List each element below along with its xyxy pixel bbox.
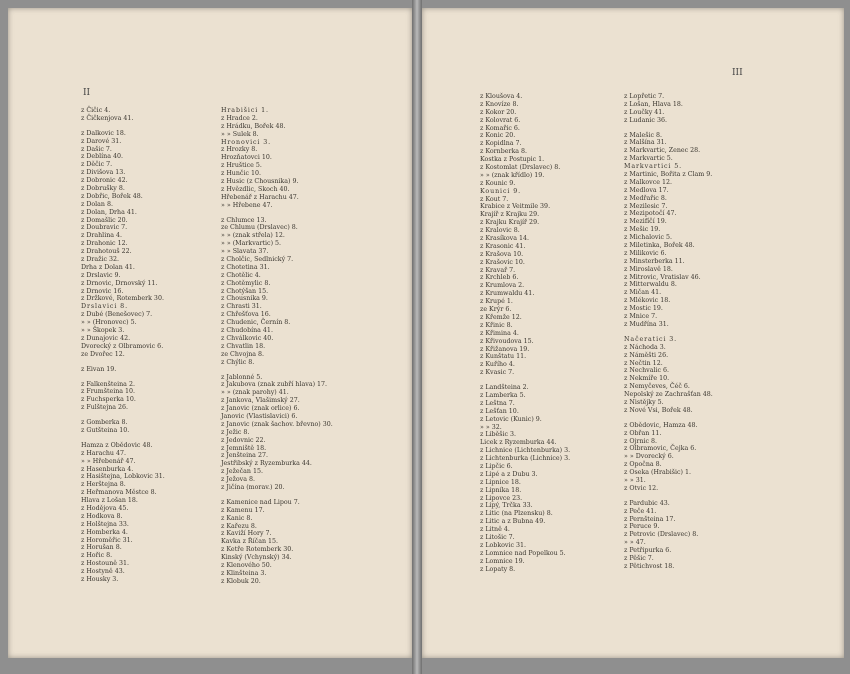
index-entry: z Mostic 19.	[624, 305, 663, 313]
index-entry: z Lipé a z Dubu 3.	[480, 470, 538, 478]
index-entry: z Hasištejna, Lobkovic 31.	[81, 473, 165, 481]
index-entry: z Malkovce 12.	[624, 178, 672, 186]
index-entry: Krabice z Veitmile 39.	[480, 203, 551, 211]
index-entry: z Mudřína 31.	[624, 320, 669, 328]
index-entry: z Jakubova (znak zubří hlava) 17.	[221, 381, 328, 389]
index-entry: z Falkenšteina 2.	[81, 380, 135, 388]
index-entry: » » (Hronovec) 5.	[81, 319, 137, 327]
index-column-3	[480, 93, 570, 573]
index-entry: z Janovic (znak orlice) 6.	[221, 405, 300, 413]
index-entry: z Chýlic 8.	[221, 358, 255, 366]
index-entry: z Mnice 7.	[624, 313, 658, 321]
index-entry: » » Sulek 8.	[221, 130, 259, 138]
index-entry: z Hrozky 8.	[221, 146, 258, 154]
index-entry: z Lipovce 23.	[480, 494, 523, 502]
index-entry: z Drahlina 4.	[81, 232, 123, 240]
index-entry: z Dobrušky 8.	[81, 185, 125, 193]
index-entry: Hrabišici 1.	[221, 107, 269, 114]
index-entry: Janovic (Vlastislavici) 6.	[221, 412, 298, 420]
index-entry: z Jedovnic 22.	[221, 436, 266, 444]
index-entry: » » Škopek 3.	[81, 327, 125, 335]
index-entry: z Čičkenjova 41.	[81, 114, 134, 122]
index-entry: Nepolský ze Zachrašťan 48.	[624, 391, 713, 399]
index-entry: z Cholčic, Sedlnický 7.	[221, 256, 294, 264]
index-entry: z Homberka 4.	[81, 528, 128, 536]
index-entry: z Hradce 2.	[221, 114, 258, 122]
index-entry: z Hostouně 31.	[81, 560, 130, 568]
index-entry: z Gutšteina 10.	[81, 426, 130, 434]
index-entry: z Kolovrat 6.	[480, 116, 521, 124]
index-entry: z Chválkovic 40.	[221, 334, 274, 342]
index-entry: z Krasíkova 14.	[480, 235, 529, 243]
index-entry: Drslavici 8.	[81, 303, 128, 311]
index-entry: z Komařic 6.	[480, 124, 520, 132]
index-entry: z Kravař 7.	[480, 266, 516, 274]
index-entry: z Kounic 9.	[480, 179, 516, 187]
index-entry: Hlava z Lošan 18.	[81, 497, 138, 505]
index-entry: z Mezifíčí 19.	[624, 218, 667, 226]
index-entry: z Leštna 7.	[480, 399, 515, 407]
index-entry: » » 31.	[624, 476, 646, 484]
index-entry: Kinský (Vchynský) 34.	[221, 554, 292, 562]
index-entry: z Markvartic 5.	[624, 155, 673, 163]
index-entry: ze Krýr 6.	[480, 306, 512, 314]
index-entry: z Medlova 17.	[624, 186, 669, 194]
index-entry: z Chudobína 41.	[221, 327, 273, 335]
index-entry: z Ježic 8.	[221, 428, 250, 436]
index-entry: z Liběšic 3.	[480, 431, 517, 439]
index-entry: ze Chlumu (Drslavec) 8.	[221, 224, 298, 232]
index-entry: z Minsterberka 11.	[624, 257, 685, 265]
index-entry: z Heřmanova Městce 8.	[81, 489, 157, 497]
index-entry: z Lipnice 18.	[480, 478, 521, 486]
index-entry: z Lamberka 5.	[480, 391, 526, 399]
index-entry: z Mitrovic, Vratislav 46.	[624, 273, 701, 281]
index-entry: » » (znak střela) 12.	[221, 232, 285, 240]
index-entry: z Litic a z Bubna 49.	[480, 518, 546, 526]
index-entry: z Krchleb 6.	[480, 274, 519, 282]
index-entry: z Chotělic 4.	[221, 271, 261, 279]
index-entry: z Lobkovic 31.	[480, 541, 527, 549]
index-entry: » » 32.	[480, 423, 502, 431]
index-entry: z Gomberka 8.	[81, 419, 128, 427]
index-entry: z Krašova 10.	[480, 250, 524, 258]
index-entry: z Pěšic 7.	[624, 554, 654, 562]
index-entry: z Domašlic 20.	[81, 216, 128, 224]
index-entry: z Ojrnic 8.	[624, 437, 658, 445]
index-entry: z Kamenice nad Lipou 7.	[221, 498, 300, 506]
index-entry: z Divišova 13.	[81, 169, 126, 177]
index-entry: z Držkové, Rotemberk 30.	[81, 295, 164, 303]
index-entry: Kavka z Říčan 15.	[221, 538, 279, 546]
index-entry: z Letovic (Kunic) 9.	[480, 415, 542, 423]
index-entry: z Frumšteina 10.	[81, 388, 136, 396]
index-entry: z Náměšti 26.	[624, 351, 669, 359]
index-entry: Hrozňatovci 10.	[221, 154, 272, 162]
index-entry: z Jankova, Vlašimský 27.	[221, 397, 300, 405]
index-entry: z Opočna 8.	[624, 461, 662, 469]
page-number-left: II	[83, 88, 91, 98]
index-entry: z Fulštejna 26.	[81, 404, 129, 412]
index-entry: z Kařezu 8.	[221, 522, 257, 530]
index-entry: z Pětichvost 18.	[624, 562, 675, 570]
index-entry: z Petrovic (Drslavec) 8.	[624, 531, 699, 539]
index-entry: z Křimina 4.	[480, 329, 519, 337]
entry-gap	[624, 125, 713, 132]
index-entry: » » (Markvartic) 5.	[221, 240, 282, 248]
index-entry: z Hruštice 5.	[221, 162, 262, 170]
index-entry: z Jičína (morav.) 20.	[221, 483, 285, 491]
entry-gap	[624, 415, 713, 422]
index-entry: z Nečtin 12.	[624, 359, 663, 367]
index-entry: z Pardubic 43.	[624, 499, 670, 507]
index-entry: Jestřibský z Ryzemburka 44.	[221, 460, 312, 468]
index-column-4	[624, 93, 713, 571]
entry-gap	[221, 210, 333, 217]
index-entry: z Mitterwaldu 8.	[624, 281, 677, 289]
index-entry: z Drslavic 9.	[81, 271, 121, 279]
index-entry: z Kanic 8.	[221, 514, 253, 522]
index-entry: » » Hřebenář 47.	[81, 457, 136, 465]
index-entry: z Drahotouš 22.	[81, 248, 132, 256]
index-entry: z Chudenic, Černín 8.	[221, 319, 291, 327]
index-entry: z Konic 20.	[480, 132, 516, 140]
index-entry: z Lichtenburka (Lichnice) 3.	[480, 455, 571, 463]
index-entry: » » (znak křídlo) 19.	[480, 171, 545, 179]
index-entry: z Chotýšan 15.	[221, 287, 269, 295]
index-entry: z Darové 31.	[81, 137, 122, 145]
entry-gap	[81, 123, 165, 130]
entry-gap	[221, 367, 333, 374]
index-entry: z Litošic 7.	[480, 533, 515, 541]
index-entry: z Dražic 32.	[81, 256, 120, 264]
index-entry: z Lichnice (Lichtenburka) 3.	[480, 447, 571, 455]
index-entry: z Martinic, Bořita z Clam 9.	[624, 171, 713, 179]
index-entry: z Malšína 31.	[624, 139, 667, 147]
index-entry: z Nekmíře 10.	[624, 375, 670, 383]
index-entry: z Petřipurka 6.	[624, 547, 672, 555]
index-entry: z Mešic 19.	[624, 226, 661, 234]
entry-gap	[221, 492, 333, 499]
index-entry: z Jablonné 5.	[221, 373, 263, 381]
index-entry: z Holštejna 33.	[81, 520, 129, 528]
entry-gap	[624, 493, 713, 500]
index-entry: z Mlékovic 18.	[624, 297, 671, 305]
index-entry: z Hodkova 8.	[81, 512, 123, 520]
index-entry: z Hostyně 43.	[81, 568, 125, 576]
index-entry: z Nové Vsi, Bořek 48.	[624, 406, 693, 414]
index-entry: z Litně 4.	[480, 526, 510, 534]
index-entry: z Kralovic 8.	[480, 227, 520, 235]
entry-gap	[81, 435, 165, 442]
index-entry: Hronovici 3.	[221, 138, 272, 146]
index-entry: z Náchoda 3.	[624, 343, 666, 351]
index-entry: z Michalovic 5.	[624, 234, 673, 242]
index-entry: z Nechvalic 6.	[624, 367, 670, 375]
index-entry: z Hasenburka 4.	[81, 465, 134, 473]
index-entry: z Lešťan 10.	[480, 407, 519, 415]
index-entry: z Horušan 8.	[81, 544, 122, 552]
index-entry: » » Dvorecký 6.	[624, 453, 674, 461]
index-entry: z Jenšteina 27.	[221, 452, 268, 460]
index-entry: z Křemže 12.	[480, 313, 522, 321]
index-entry: z Lopřetic 7.	[624, 93, 665, 100]
index-entry: z Medřařic 8.	[624, 194, 667, 202]
index-entry: ze Chvojna 8.	[221, 350, 265, 358]
index-entry: z Kopidlna 7.	[480, 140, 522, 148]
index-entry: z Deblína 40.	[81, 153, 123, 161]
index-entry: z Krašovic 10.	[480, 258, 525, 266]
index-entry: z Děčic 7.	[81, 161, 113, 169]
index-entry: z Nemyčeves, Čéč 6.	[624, 383, 690, 391]
index-entry: ze Dvořec 12.	[81, 350, 125, 358]
index-entry: z Janovic (znak šachov. břevno) 30.	[221, 420, 333, 428]
index-entry: z Mezilesic 7.	[624, 202, 668, 210]
index-entry: z Krumlova 2.	[480, 282, 525, 290]
entry-gap	[480, 377, 570, 384]
index-entry: z Čičic 4.	[81, 107, 111, 114]
index-entry: z Peruce 9.	[624, 523, 660, 531]
index-entry: z Chlumce 13.	[221, 216, 267, 224]
index-entry: z Lipčic 6.	[480, 462, 513, 470]
index-entry: z Lošan, Hlava 18.	[624, 100, 683, 108]
index-entry: z Husic (z Chousnika) 9.	[221, 178, 299, 186]
index-entry: Hamza z Obědovic 48.	[81, 441, 153, 449]
index-entry: z Krumwaldu 41.	[480, 290, 535, 298]
index-entry: z Chotěmylic 8.	[221, 279, 271, 287]
index-entry: z Hvězdlic, Skoch 40.	[221, 185, 290, 193]
index-entry: Markvartici 5.	[624, 163, 683, 171]
index-entry: z Milikovic 6.	[624, 249, 667, 257]
index-entry: z Malešic 8.	[624, 131, 663, 139]
index-entry: z Fuchsperka 10.	[81, 396, 136, 404]
index-entry: z Peče 41.	[624, 507, 657, 515]
index-entry: z Kornberka 8.	[480, 148, 528, 156]
right-page	[422, 8, 844, 658]
index-entry: Hřebenář z Harachu 47.	[221, 193, 299, 201]
index-entry: Načeratici 3.	[624, 335, 678, 343]
index-entry: z Pernšteina 17.	[624, 515, 676, 523]
index-entry: z Kloušova 4.	[480, 93, 523, 100]
index-entry: z Hodějova 45.	[81, 504, 129, 512]
index-entry: z Chotetina 31.	[221, 263, 270, 271]
index-entry: z Hořic 8.	[81, 552, 113, 560]
index-entry: z Oseka (Hrabišic) 1.	[624, 469, 692, 477]
index-entry: z Hunčic 10.	[221, 170, 262, 178]
index-entry: z Mičan 41.	[624, 289, 662, 297]
index-entry: z Lopaty 8.	[480, 565, 516, 573]
index-entry: z Obřan 11.	[624, 429, 662, 437]
index-entry: z Drahonic 12.	[81, 240, 128, 248]
index-entry: z Krajku Krajíř 29.	[480, 219, 540, 227]
index-entry: z Kuřího 4.	[480, 361, 515, 369]
index-entry: z Miletinka, Bořek 48.	[624, 242, 695, 250]
index-entry: z Drnovic 16.	[81, 287, 124, 295]
index-entry: z Dobronic 42.	[81, 177, 128, 185]
index-entry: Licek z Ryzemburka 44.	[480, 439, 557, 447]
index-column-2	[221, 107, 333, 586]
index-entry: z Harachu 47.	[81, 449, 126, 457]
index-entry: z Hrádku, Bořek 48.	[221, 122, 286, 130]
index-entry: z Lomnice 19.	[480, 557, 525, 565]
index-entry: z Herštejna 8.	[81, 481, 126, 489]
index-entry: Krajíř z Krajku 29.	[480, 211, 540, 219]
index-entry: z Horoměřic 31.	[81, 536, 133, 544]
index-entry: z Markvartic, Zenec 28.	[624, 147, 701, 155]
book-spine	[412, 0, 422, 674]
index-entry: Kostka z Postupic 1.	[480, 156, 545, 164]
index-entry: z Housky 3.	[81, 575, 119, 583]
index-entry: Kounici 9.	[480, 187, 522, 195]
index-entry: z Nistějky 5.	[624, 398, 664, 406]
index-entry: z Klobuk 20.	[221, 577, 261, 585]
index-entry: z Křinic 8.	[480, 321, 513, 329]
index-entry: z Lipý, Trčka 33.	[480, 502, 533, 510]
index-entry: » » Slavata 37.	[221, 248, 269, 256]
index-entry: z Miroslavě 18.	[624, 265, 673, 273]
index-entry: z Mezipotočí 47.	[624, 210, 677, 218]
index-entry: z Ježova 8.	[221, 476, 255, 484]
index-column-1	[81, 107, 165, 584]
index-entry: z Eivan 19.	[81, 365, 117, 373]
index-entry: z Doubravic 7.	[81, 224, 128, 232]
index-entry: z Křivoudova 15.	[480, 337, 534, 345]
index-entry: z Ludanic 36.	[624, 116, 667, 124]
index-entry: z Jemniště 18.	[221, 444, 267, 452]
index-entry: Drha z Dolan 41.	[81, 263, 135, 271]
index-entry: z Dašic 7.	[81, 145, 112, 153]
index-entry: z Landšteina 2.	[480, 384, 529, 392]
index-entry: z Křižanova 19.	[480, 345, 530, 353]
index-entry: z Dubé (Benešovec) 7.	[81, 311, 153, 319]
index-entry: z Chřešťova 16.	[221, 311, 271, 319]
left-page	[8, 8, 412, 658]
index-entry: z Kvasic 7.	[480, 369, 515, 377]
index-entry: z Kostomlat (Drslavec) 8.	[480, 164, 561, 172]
page-number-right: III	[732, 68, 743, 78]
index-entry: » » Hřebene 47.	[221, 201, 273, 209]
index-entry: z Kokor 20.	[480, 108, 517, 116]
index-entry: z Obědovic, Hamza 48.	[624, 421, 698, 429]
index-entry: z Klinšteina 3.	[221, 569, 267, 577]
index-entry: z Klenového 50.	[221, 561, 272, 569]
index-entry: z Dunajovic 42.	[81, 334, 131, 342]
index-entry: z Loučky 41.	[624, 108, 665, 116]
index-entry: z Krasonic 41.	[480, 242, 526, 250]
index-entry: » » (znak parohy) 41.	[221, 389, 289, 397]
index-entry: z Ketře Rotemberk 30.	[221, 546, 294, 554]
entry-gap	[81, 412, 165, 419]
index-entry: z Chrasti 31.	[221, 303, 262, 311]
index-entry: z Litic (na Plzensku) 8.	[480, 510, 553, 518]
index-entry: z Ježečan 15.	[221, 468, 263, 476]
entry-gap	[81, 359, 165, 366]
index-entry: z Chousnika 9.	[221, 295, 268, 303]
index-entry: z Kaviží Hory 7.	[221, 530, 272, 538]
index-entry: z Lomnice nad Popelkou 5.	[480, 549, 566, 557]
index-entry: z Chvatlin 18.	[221, 342, 266, 350]
index-entry: z Olbramovic, Čejka 6.	[624, 445, 697, 453]
index-entry: z Kout 7.	[480, 195, 509, 203]
index-entry: z Kamenu 17.	[221, 506, 265, 514]
index-entry: z Otvic 12.	[624, 484, 659, 492]
index-entry: z Knovíze 8.	[480, 100, 519, 108]
index-entry: z Dalkovic 18.	[81, 129, 126, 137]
entry-gap	[81, 374, 165, 381]
index-entry: z Dolan 8.	[81, 200, 113, 208]
index-entry: » » 47.	[624, 539, 646, 547]
index-entry: z Drnovic, Drnovský 11.	[81, 279, 158, 287]
index-entry: z Kunštatu 11.	[480, 353, 527, 361]
index-entry: z Dobřic, Bořek 48.	[81, 192, 143, 200]
index-entry: Dvorecký z Olbramovic 6.	[81, 342, 164, 350]
entry-gap	[624, 329, 713, 336]
index-entry: z Lipníka 18.	[480, 486, 522, 494]
index-entry: z Krupé 1.	[480, 298, 513, 306]
index-entry: z Dolan, Drha 41.	[81, 208, 137, 216]
